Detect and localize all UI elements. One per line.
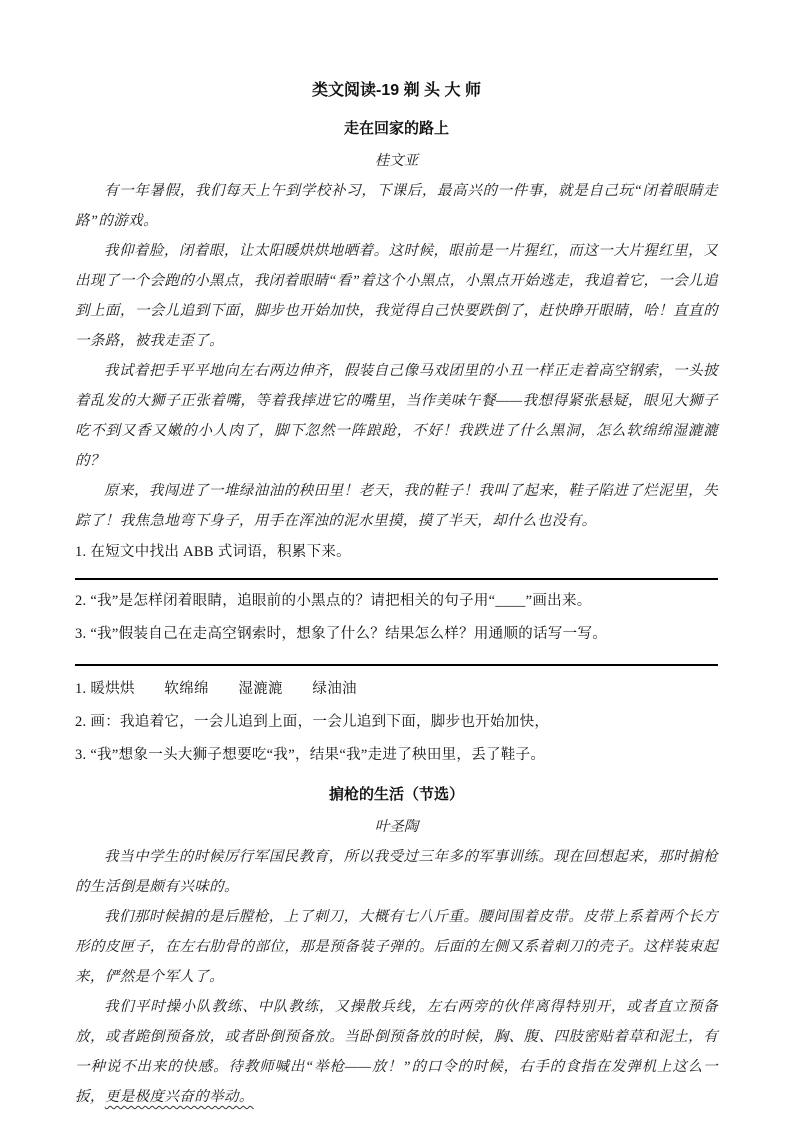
answer-item-1: 1. 暖烘烘 软绵绵 湿漉漉 绿油油 <box>75 681 357 697</box>
passage1-title: 走在回家的路上 <box>343 120 449 137</box>
passage1-paragraph: 我试着把手平平地向左右两边伸齐，假装自己像马戏团里的小丑一样正走着高空钢索，一头披着乱发的大狮子正张着嘴，等着我摔进它的嘴里，当作美味午餐——我想得紧张悬疑，眼见大狮子吃不到又香又嫩的小人肉了，脚下忽然一阵踉跄，不好！我跌进了什么黑洞，怎么软绵绵湿漉漉的？ <box>75 363 718 469</box>
passage1-paragraph: 有一年暑假，我们每天上午到学校补习，下课后，最高兴的一件事，就是自己玩“闭着眼睛走路”的游戏。 <box>75 183 718 229</box>
passage2-paragraph: 我当中学生的时候厉行军国民教育，所以我受过三年多的军事训练。现在回想起来，那时掮枪的生活倒是颇有兴味的。 <box>75 849 718 895</box>
question-item-1: 1. 在短文中找出 ABB 式词语，积累下来。 <box>75 544 351 560</box>
section-divider-top <box>75 578 718 580</box>
passage2-last-paragraph-text: 我们平时操小队教练、中队教练，又操散兵线，左右两旁的伙伴离得特别开，或者直立预备放，或者跪倒预备放，或者卧倒预备放。当卧倒预备放的时候，胸、腹、四肢密贴着草和泥土，有一种说不出来的快感。待教师喊出“举枪——放！”的口令的时候，右手的食指在发弹机上这么一扳， <box>75 999 718 1105</box>
passage1-paragraph: 原来，我闯进了一堆绿油油的秧田里！老天，我的鞋子！我叫了起来，鞋子陷进了烂泥里，失踪了！我焦急地弯下身子，用手在浑浊的泥水里摸，摸了半天，却什么也没有。 <box>75 483 718 529</box>
question-item-2: 2. “我”是怎样闭着眼睛，追眼前的小黑点的？请把相关的句子用“____”画出来。 <box>75 593 592 609</box>
question-item-3: 3. “我”假装自己在走高空钢索时，想象了什么？结果怎么样？用通顺的话写一写。 <box>75 626 608 642</box>
passage2-author: 叶圣陶 <box>374 819 419 835</box>
wavy-underlined-text: 更是极度兴奋的举动。 <box>104 1089 254 1105</box>
reading-section-1 <box>75 76 718 772</box>
passage2-paragraph: 我们那时候掮的是后膛枪，上了刺刀，大概有七八斤重。腰间围着皮带。皮带上系着两个长方形的皮匣子，在左右肋骨的部位，那是预备装子弹的。后面的左侧又系着刺刀的壳子。这样装束起来，俨然是个军人了。 <box>75 909 718 985</box>
passage2-title: 掮枪的生活（节选） <box>328 786 464 803</box>
passage1-author: 桂文亚 <box>374 153 419 169</box>
answer-item-2: 2. 画：我追着它，一会儿追到上面，一会儿追到下面，脚步也开始加快， <box>75 714 550 730</box>
passage1-paragraph: 我仰着脸，闭着眼，让太阳暖烘烘地晒着。这时候，眼前是一片猩红，而这一大片猩红里，又出现了一个会跑的小黑点，我闭着眼睛“看”着这个小黑点，小黑点开始逃走，我追着它，一会儿追到上面，一会儿追到下面，脚步也开始加快，我觉得自己快要跌倒了，赶快睁开眼睛，哈！直直的一条路，被我走歪了。 <box>75 243 718 349</box>
section-divider-bottom <box>75 664 718 666</box>
answer-block <box>75 673 718 772</box>
reading-section-2 <box>75 780 718 1112</box>
answer-item-3: 3. “我”想象一头大狮子想要吃“我”，结果“我”走进了秧田里，丢了鞋子。 <box>75 747 546 763</box>
doc-title: 类文阅读-19 剃 头 大 师 <box>312 82 481 99</box>
passage2-last-paragraph <box>75 992 718 1112</box>
